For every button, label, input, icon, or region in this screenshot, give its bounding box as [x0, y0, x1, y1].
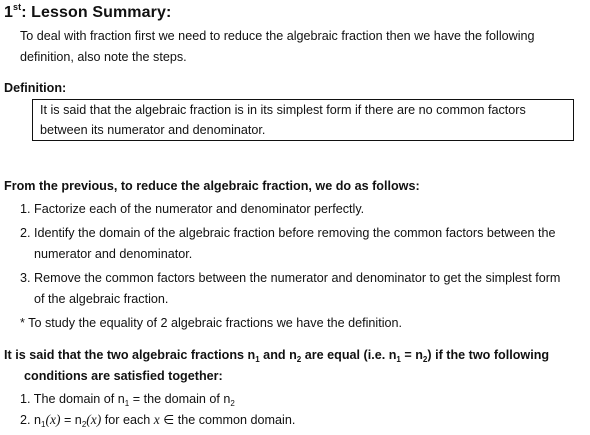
heading-ordinal: st [13, 2, 22, 12]
c2-x-2: (x) [86, 412, 102, 427]
step-3-line-2: of the algebraic fraction. [34, 292, 169, 306]
c2-text-a: 2. n [20, 413, 42, 427]
eq-text-b: and n [259, 348, 297, 362]
equality-note: * To study the equality of 2 algebraic fractions we have the definition. [20, 316, 403, 330]
step-3-line-1: 3. Remove the common factors between the numerator and denominator to get the simplest form [20, 271, 561, 285]
heading-title: : Lesson Summary: [21, 4, 172, 21]
eq-sub-2: 2 [296, 355, 302, 364]
step-2-line-1: 2. Identify the domain of the algebraic fraction before removing the common factors between the [20, 226, 556, 240]
c2-x-1: (x) [45, 412, 61, 427]
eq-sub-3: 1 [396, 355, 401, 364]
c2-sub-2: 2 [81, 420, 87, 429]
definition-line-1: It is said that the algebraic fraction is in its simplest form if there are no common factors [40, 103, 526, 117]
c2-text-c: for each [101, 413, 154, 427]
eq-text-a: It is said that the two algebraic fractions n [4, 348, 256, 362]
element-of-symbol: ∈ [159, 413, 175, 427]
equality-definition-line-2: conditions are satisfied together: [24, 369, 223, 383]
c1-sub-2: 2 [230, 399, 235, 408]
eq-text-d: = n [400, 348, 423, 362]
definition-label: Definition: [4, 81, 67, 95]
heading-number: 1 [4, 4, 13, 21]
steps-heading: From the previous, to reduce the algebraic fraction, we do as follows: [4, 179, 420, 193]
definition-box [32, 99, 574, 141]
eq-text-e: ) if the two following [427, 348, 550, 362]
step-1: 1. Factorize each of the numerator and denominator perfectly. [20, 202, 365, 216]
intro-paragraph: To deal with fraction first we need to reduce the algebraic fraction then we have the following definition, also note the steps. [20, 29, 535, 64]
c2-sub-1: 1 [41, 420, 46, 429]
c1-sub-1: 1 [124, 399, 130, 408]
definition-line-2: between its numerator and denominator. [40, 123, 266, 137]
eq-sub-1: 1 [255, 355, 260, 364]
c2-var-x: x [153, 412, 160, 427]
c1-text-b: = the domain of n [129, 392, 231, 406]
lesson-summary-heading [4, 2, 171, 22]
c2-text-b: = n [60, 413, 82, 427]
step-2-line-2: numerator and denominator. [34, 247, 193, 261]
condition-2 [20, 410, 295, 435]
c1-text-a: 1. The domain of n [20, 392, 125, 406]
eq-sub-4: 2 [422, 355, 428, 364]
eq-text-c: are equal (i.e. n [301, 348, 397, 362]
c2-text-d: the common domain. [174, 413, 296, 427]
